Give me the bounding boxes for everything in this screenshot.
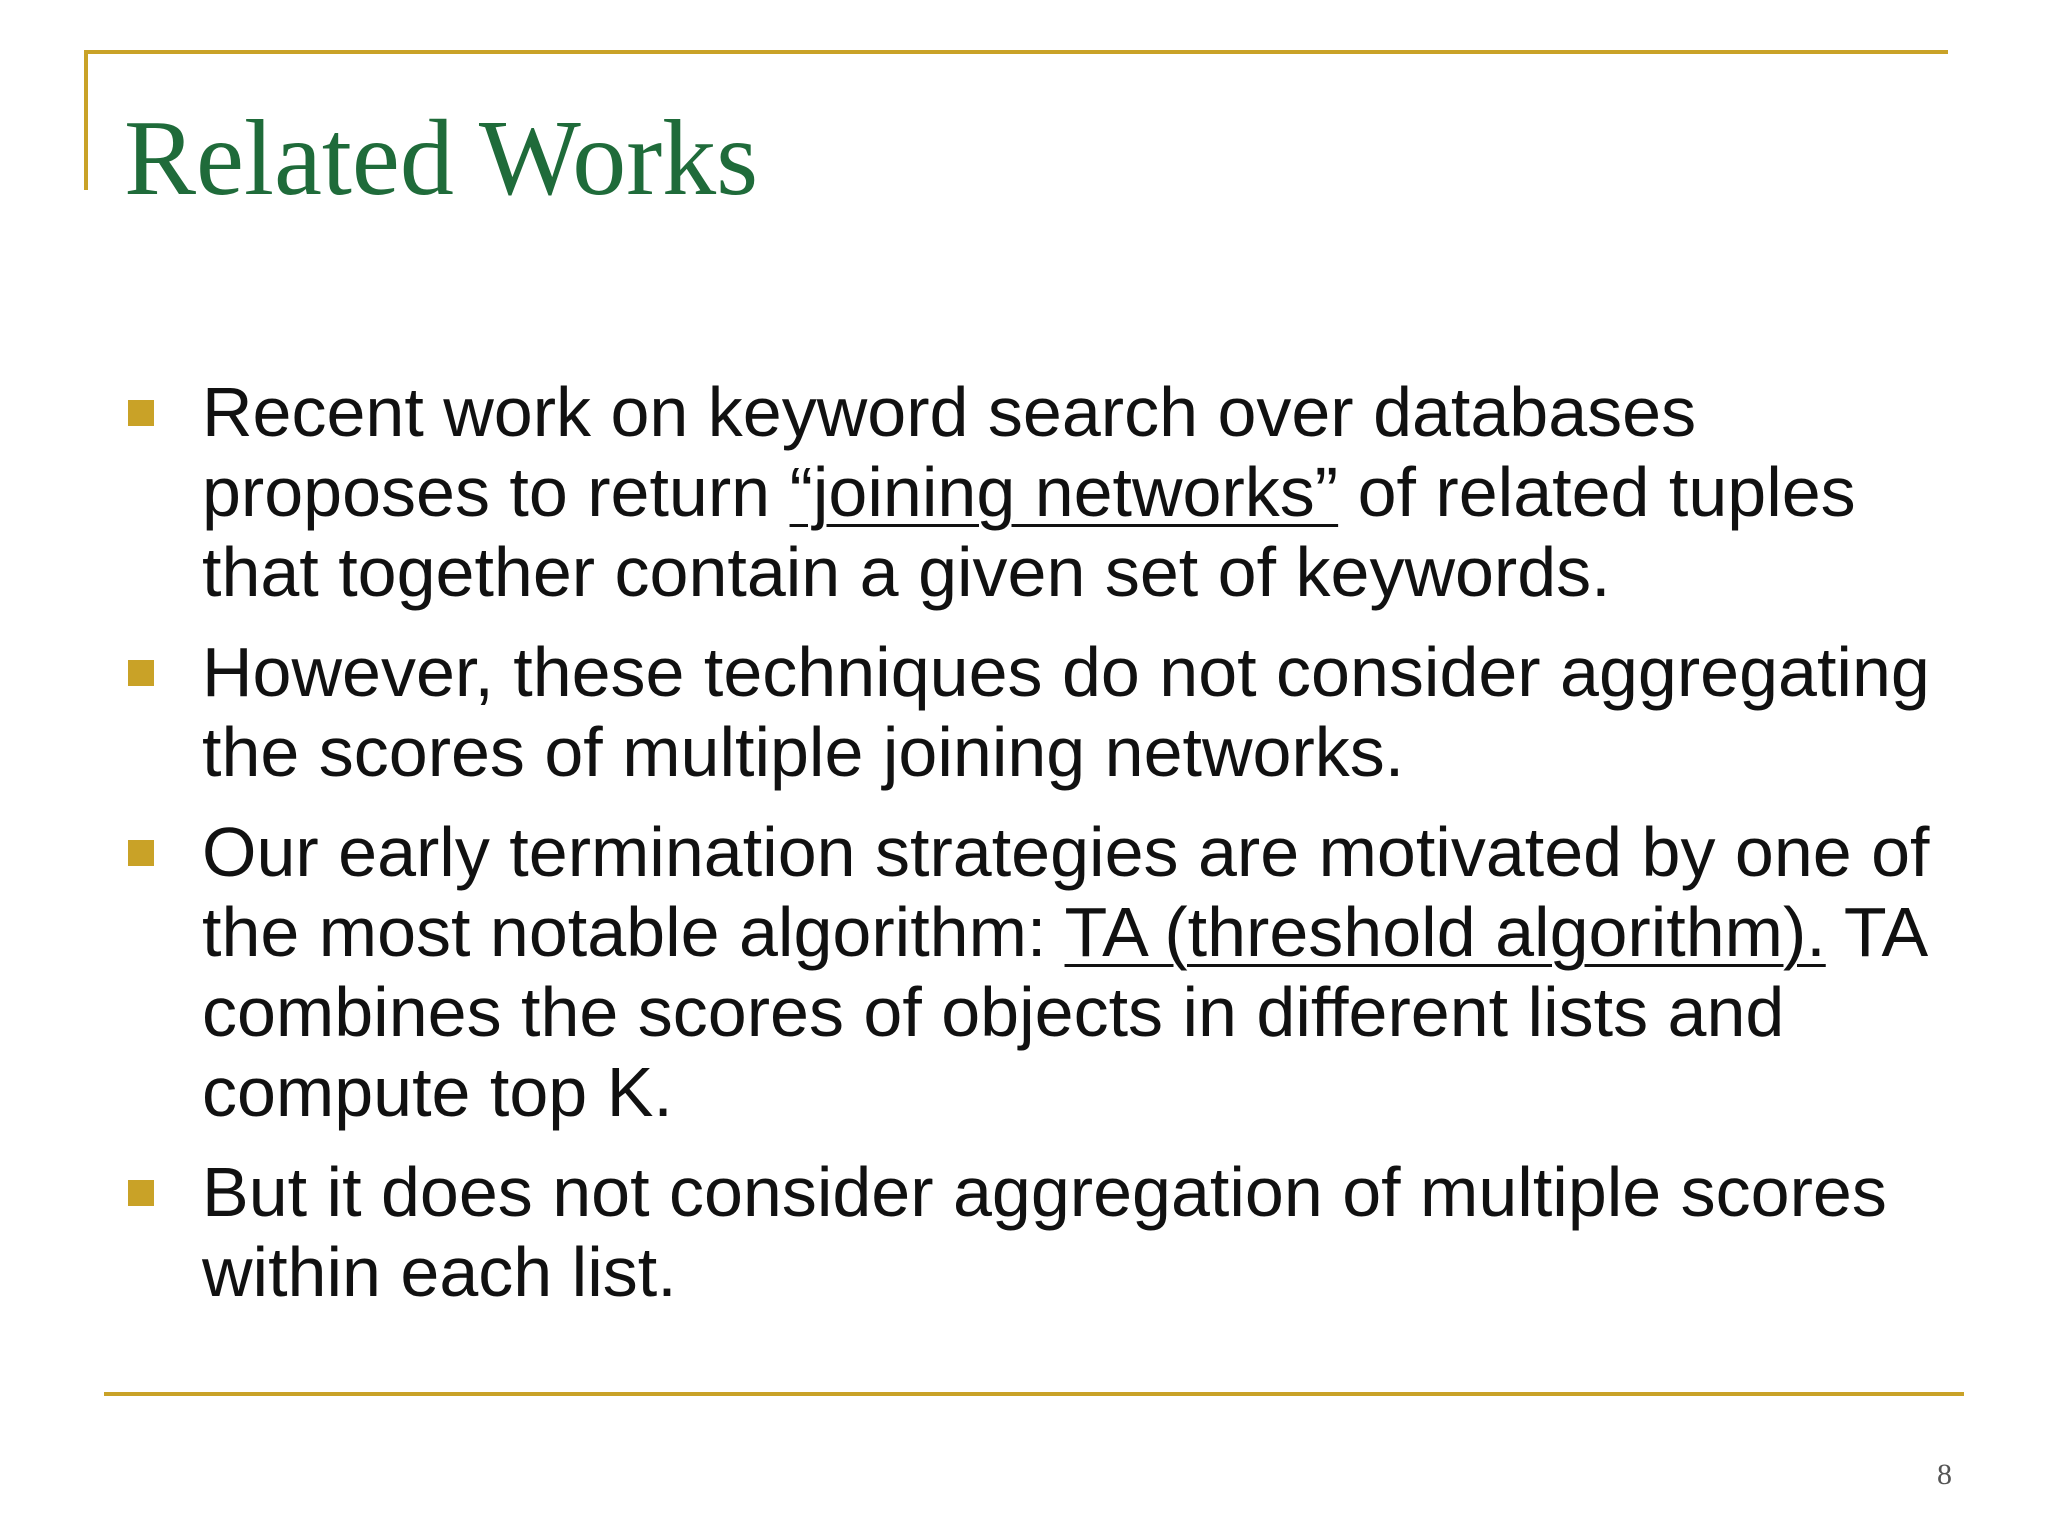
bullet-text — [202, 372, 1942, 612]
bottom-frame-line — [104, 1392, 1964, 1396]
bullet-item-1 — [0, 372, 2048, 612]
left-frame-line — [84, 50, 88, 190]
top-frame-line — [84, 50, 1948, 54]
bullet-text-part: of related tuples that together contain a given set of keywords. — [202, 453, 1856, 611]
bullet-square-icon — [128, 660, 154, 686]
bullet-text: But it does not consider aggregation of multiple scores within each list. — [202, 1153, 1887, 1311]
bullet-item-3 — [0, 812, 2048, 1132]
joining-networks-link[interactable]: “joining networks” — [789, 453, 1339, 531]
bullet-text-part: TA combines the scores of objects in different lists and compute top K. — [202, 893, 1925, 1131]
slide-title: Related Works — [124, 99, 759, 218]
bullet-square-icon — [128, 840, 154, 866]
bullet-text-part: Recent work on keyword search over databases proposes to return — [202, 373, 1697, 531]
bullet-square-icon — [128, 1180, 154, 1206]
bullet-item-2 — [0, 632, 2048, 792]
page-number: 8 — [1937, 1458, 1952, 1491]
bullet-text: However, these techniques do not consider aggregating the scores of multiple joining networks. — [202, 633, 1930, 791]
bullet-text — [202, 812, 1942, 1132]
bullet-text-part: Our early termination strategies are motivated by one of the most notable algorithm: — [202, 813, 1930, 971]
bullet-list — [0, 372, 2048, 1332]
bullet-item-4 — [0, 1152, 2048, 1312]
threshold-algorithm-link[interactable]: TA (threshold algorithm). — [1064, 893, 1826, 971]
bullet-square-icon — [128, 400, 154, 426]
